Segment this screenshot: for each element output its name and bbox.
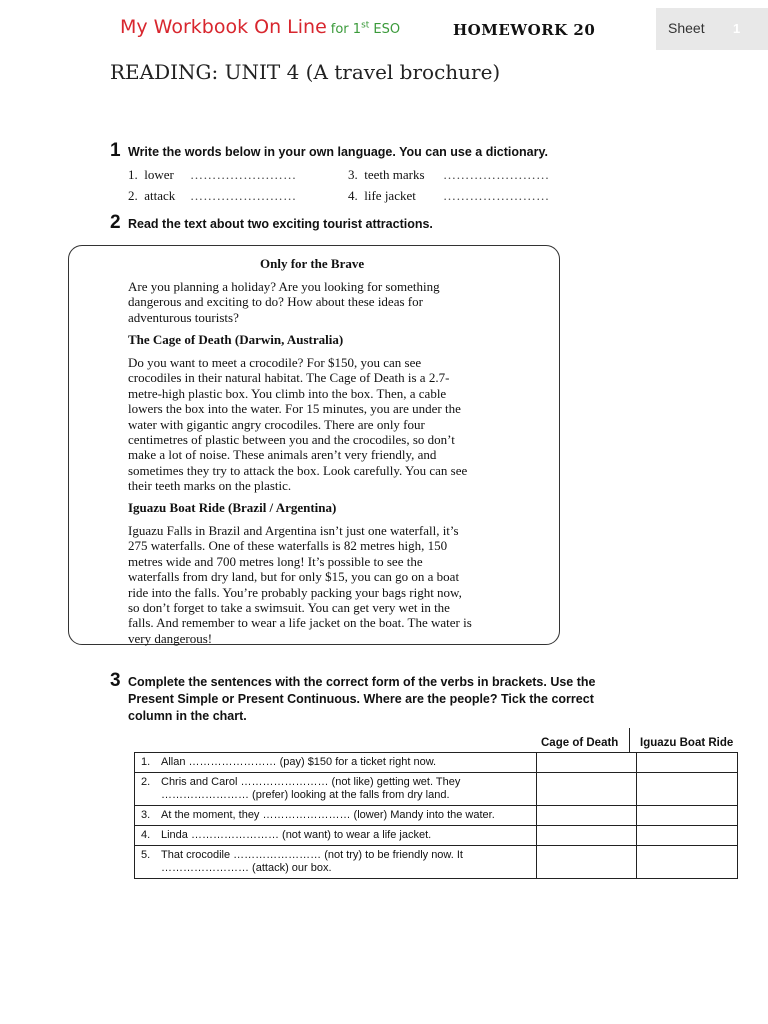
sentence-5: 5. That crocodile …………………… (not try) to be friendly now. It …………………… (attack) our box.: [135, 846, 537, 879]
question-2-number: 2: [110, 212, 121, 233]
word-item-3: 3. teeth marks: [348, 167, 425, 182]
tick-cell-iguazu-1[interactable]: [637, 753, 738, 773]
question-2-instruction: Read the text about two exciting tourist attractions.: [128, 217, 433, 231]
tick-cell-cage-1[interactable]: [536, 753, 637, 773]
column-divider: [629, 728, 630, 752]
tick-cell-iguazu-5[interactable]: [637, 846, 738, 879]
workbook-brand: [120, 16, 400, 38]
question-3-number: 3: [110, 670, 121, 691]
sheet-label: Sheet: [668, 20, 705, 36]
sentence-2: 2. Chris and Carol …………………… (not like) getting wet. They …………………… (prefer) looking at the falls from dry land.: [135, 773, 537, 806]
column-header-cage-of-death: Cage of Death: [541, 737, 619, 749]
section-2-heading: Iguazu Boat Ride (Brazil / Argentina): [128, 500, 337, 515]
question-3-instruction: Complete the sentences with the correct form of the verbs in brackets. Use the Present Simple or Present Continuous. Where are the people? Tick the correct column in the chart.: [128, 675, 596, 723]
word-item-1: 1. lower: [128, 167, 174, 182]
tick-cell-cage-4[interactable]: [536, 826, 637, 846]
table-row: [135, 846, 738, 879]
homework-label: HOMEWORK 20: [453, 21, 596, 39]
word-blank-4[interactable]: ……………………: [443, 188, 550, 203]
word-item-2: 2. attack: [128, 188, 176, 203]
tick-cell-iguazu-2[interactable]: [637, 773, 738, 806]
word-blank-2[interactable]: ……………………: [190, 188, 297, 203]
tick-cell-iguazu-3[interactable]: [637, 806, 738, 826]
column-header-iguazu-boat-ride: Iguazu Boat Ride: [640, 737, 734, 749]
table-row: [135, 773, 738, 806]
tick-cell-cage-3[interactable]: [536, 806, 637, 826]
answer-chart: [134, 752, 738, 879]
word-blank-1[interactable]: ……………………: [190, 167, 297, 182]
tick-cell-cage-2[interactable]: [536, 773, 637, 806]
sentence-4: 4. Linda …………………… (not want) to wear a life jacket.: [135, 826, 537, 846]
sentence-3: 3. At the moment, they …………………… (lower) Mandy into the water.: [135, 806, 537, 826]
table-row: [135, 806, 738, 826]
tick-cell-cage-5[interactable]: [536, 846, 637, 879]
section-2-text: Iguazu Falls in Brazil and Argentina isn’t just one waterfall, it’s 275 waterfalls. One of these waterfalls is 82 metres high, 150 metres wide and 700 metres long! It’s possible to see the waterfalls from dry land, but for only $15, you can go on a boat ride into the falls. You’re probably packing your bags right now, so don’t forget to take a swimsuit. You can get very wet in the falls. And remember to wear a life jacket on the boat. The water is very dangerous!: [128, 523, 472, 646]
sheet-number: 1: [733, 21, 741, 36]
sentence-1: 1. Allan …………………… (pay) $150 for a ticket right now.: [135, 753, 537, 773]
word-item-4: 4. life jacket: [348, 188, 416, 203]
reading-intro: Are you planning a holiday? Are you looking for something dangerous and exciting to do? How about these ideas for adventurous tourists?: [128, 279, 440, 325]
word-blank-3[interactable]: ……………………: [443, 167, 550, 182]
question-1-number: 1: [110, 140, 121, 161]
page-title: READING: UNIT 4 (A travel brochure): [110, 60, 501, 84]
reading-title: Only for the Brave: [260, 256, 365, 271]
section-1-text: Do you want to meet a crocodile? For $150, you can see crocodiles in their natural habitat. The Cage of Death is a 2.7- metre-high plastic box. You climb into the box. Then, a cable lowers the box into the water. For 15 minutes, you are under the water with gigantic angry crocodiles. There are only four centimetres of plastic between you and the crocodiles, so don’t make a lot of noise. These animals aren’t very friendly, and sometimes they try to attack the box. Look carefully. You can see their teeth marks on the plastic.: [128, 355, 468, 494]
section-1-heading: The Cage of Death (Darwin, Australia): [128, 332, 344, 347]
table-row: [135, 753, 738, 773]
tick-cell-iguazu-4[interactable]: [637, 826, 738, 846]
table-row: [135, 826, 738, 846]
level-label: for 1st ESO: [330, 20, 401, 37]
brand-name: My Workbook On Line: [120, 16, 327, 38]
question-1-instruction: Write the words below in your own language. You can use a dictionary.: [128, 145, 548, 159]
